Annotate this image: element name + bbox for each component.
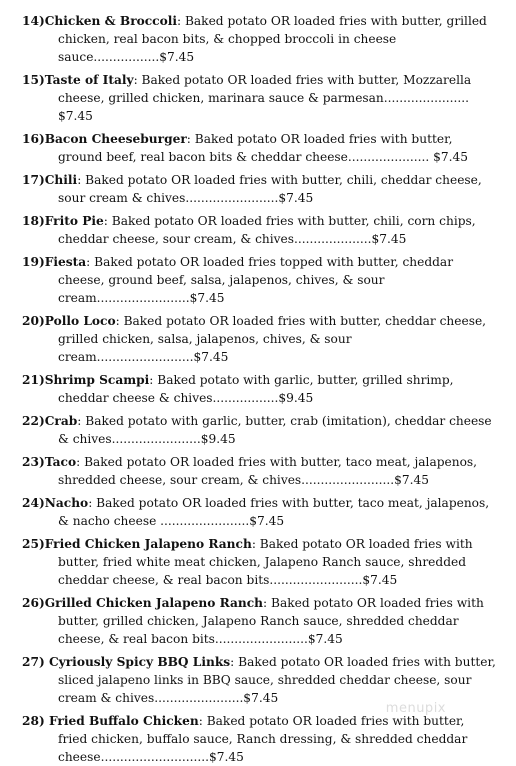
- menu-item: [22, 71, 496, 125]
- menu-item: [22, 712, 496, 766]
- menu-item: [22, 412, 496, 448]
- item-name: Nacho: [44, 496, 89, 510]
- item-description: : Baked potato OR loaded fries with butter, chili, corn chips, cheddar cheese, sour cream, & chives....................$7.45: [58, 214, 476, 246]
- item-description: : Baked potato OR loaded fries with butter, cheddar cheese, grilled chicken, salsa, jalapenos, chives, & sour cream.........................$7.45: [58, 314, 487, 364]
- item-description: : Baked potato OR loaded fries with butter, fried white meat chicken, Jalapeno Ranch sauce, shredded cheddar cheese, & real bacon bits........................$7.45: [58, 537, 473, 587]
- item-name: Chicken & Broccoli: [44, 14, 177, 28]
- menu-item: [22, 171, 496, 207]
- item-number: 24): [22, 496, 45, 510]
- item-name: Pollo Loco: [44, 314, 116, 328]
- menu-item: [22, 312, 496, 366]
- menu-item: [22, 130, 496, 166]
- item-number: 22): [22, 414, 45, 428]
- item-name: Grilled Chicken Jalapeno Ranch: [44, 596, 264, 610]
- item-name: Crab: [44, 414, 78, 428]
- item-description: : Baked potato OR loaded fries topped with butter, cheddar cheese, ground beef, salsa, jalapenos, chives, & sour cream........................$7.45: [58, 255, 454, 305]
- menu-item: [22, 253, 496, 307]
- menu-item: [22, 12, 496, 66]
- item-number: 19): [22, 255, 45, 269]
- menu-item: [22, 494, 496, 530]
- item-number: 26): [22, 596, 45, 610]
- item-name: Shrimp Scampi: [44, 373, 150, 387]
- item-name: Chili: [44, 173, 78, 187]
- menu-item: [22, 212, 496, 248]
- item-name: Fried Chicken Jalapeno Ranch: [44, 537, 252, 551]
- item-description: : Baked potato OR loaded fries with butter, fried chicken, buffalo sauce, Ranch dressing, & shredded cheddar cheese............................$7.45: [58, 714, 468, 764]
- item-name: Frito Pie: [44, 214, 104, 228]
- item-description: : Baked potato OR loaded fries with butter, grilled chicken, real bacon bits, & chopped broccoli in cheese sauce.................$7.45: [58, 14, 487, 64]
- item-name: Fiesta: [44, 255, 87, 269]
- menu-item: [22, 653, 496, 707]
- item-description: : Baked potato OR loaded fries with butter, chili, cheddar cheese, sour cream & chives........................$7.45: [58, 173, 482, 205]
- item-description: : Baked potato OR loaded fries with butter, sliced jalapeno links in BBQ sauce, shredded cheddar cheese, sour cream & chives.......................$7.45: [58, 655, 496, 705]
- item-number: 25): [22, 537, 45, 551]
- item-number: 28): [22, 714, 49, 728]
- item-number: 15): [22, 73, 45, 87]
- menu-item: [22, 535, 496, 589]
- item-number: 20): [22, 314, 45, 328]
- item-number: 27): [22, 655, 49, 669]
- menu-item: [22, 371, 496, 407]
- item-name: Fried Buffalo Chicken: [48, 714, 199, 728]
- item-description: : Baked potato OR loaded fries with butter, ground beef, real bacon bits & cheddar cheese..................... $7.45: [58, 132, 469, 164]
- watermark: menupix: [385, 701, 446, 716]
- item-description: : Baked potato with garlic, butter, grilled shrimp, cheddar cheese & chives.................$9.45: [58, 373, 454, 405]
- item-description: : Baked potato OR loaded fries with butter, Mozzarella cheese, grilled chicken, marinara sauce & parmesan...................... $7.45: [58, 73, 472, 123]
- menu-item: [22, 453, 496, 489]
- item-number: 16): [22, 132, 45, 146]
- item-number: 23): [22, 455, 45, 469]
- item-number: 18): [22, 214, 45, 228]
- item-description: : Baked potato OR loaded fries with butter, taco meat, jalapenos, & nacho cheese .......................$7.45: [58, 496, 490, 528]
- item-description: : Baked potato OR loaded fries with butter, taco meat, jalapenos, shredded cheese, sour cream, & chives........................$7.45: [58, 455, 478, 487]
- item-name: Bacon Cheeseburger: [44, 132, 187, 146]
- item-name: Cyriously Spicy BBQ Links: [48, 655, 231, 669]
- menu-item: [22, 594, 496, 648]
- item-number: 21): [22, 373, 45, 387]
- item-name: Taste of Italy: [44, 73, 134, 87]
- item-number: 17): [22, 173, 45, 187]
- item-description: : Baked potato with garlic, butter, crab (imitation), cheddar cheese & chives.......................$9.45: [58, 414, 492, 446]
- item-description: : Baked potato OR loaded fries with butter, grilled chicken, Jalapeno Ranch sauce, shredded cheddar cheese, & real bacon bits........................$7.45: [58, 596, 484, 646]
- item-name: Taco: [44, 455, 77, 469]
- item-number: 14): [22, 14, 45, 28]
